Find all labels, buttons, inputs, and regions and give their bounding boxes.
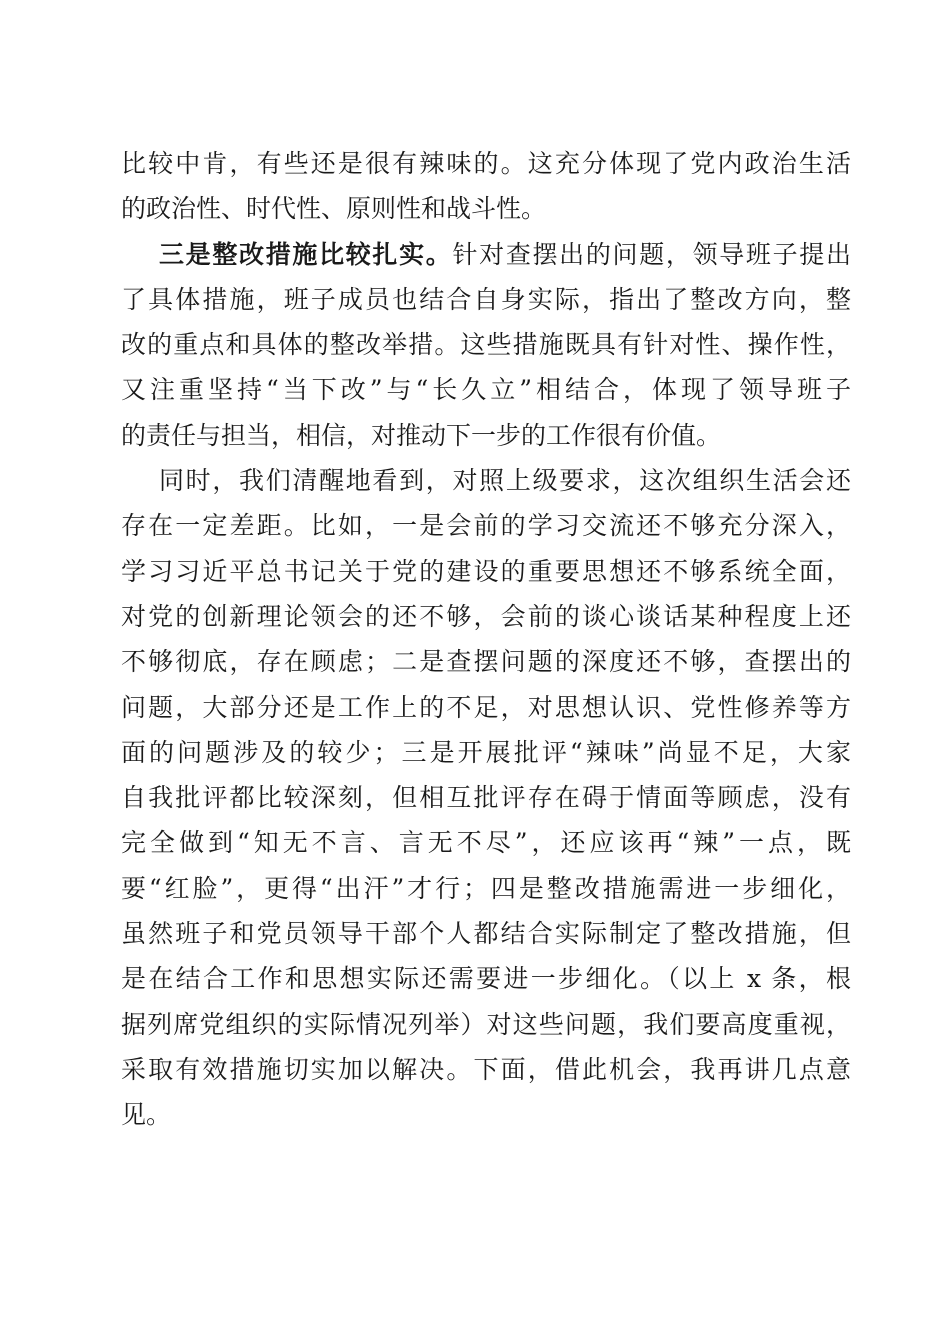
paragraph-2-lead-heading: 三是整改措施比较扎实。 <box>159 239 453 269</box>
paragraph-3-line-14: 采取有效措施切实加以解决。下面，借此机会，我再讲几点意 <box>121 1054 851 1084</box>
paragraph-2-line-2: 了具体措施，班子成员也结合自身实际，指出了整改方向，整 <box>121 284 851 314</box>
paragraph-3-line-6: 问题，大部分还是工作上的不足，对思想认识、党性修养等方 <box>121 692 851 722</box>
paragraph-2-lead-text: 针对查摆出的问题，领导班子提出 <box>452 239 851 269</box>
paragraph-1-line-1: 比较中肯，有些还是很有辣味的。这充分体现了党内政治生活 <box>121 149 851 178</box>
paragraph-3-line-7: 面的问题涉及的较少；三是开展批评“辣味”尚显不足，大家 <box>121 737 851 767</box>
document-body <box>121 141 851 1138</box>
paragraph-3-line-4: 对党的创新理论领会的还不够，会前的谈心谈话某种程度上还 <box>121 601 851 631</box>
paragraph-3-line-1: 同时，我们清醒地看到，对照上级要求，这次组织生活会还 <box>159 466 851 496</box>
paragraph-3-line-5: 不够彻底，存在顾虑；二是查摆问题的深度还不够，查摆出的 <box>121 647 851 677</box>
paragraph-3-line-2: 存在一定差距。比如，一是会前的学习交流还不够充分深入， <box>121 511 851 541</box>
paragraph-2-line-5: 的责任与担当，相信，对推动下一步的工作很有价值。 <box>121 420 722 450</box>
paragraph-3-line-3: 学习习近平总书记关于党的建设的重要思想还不够系统全面， <box>121 556 851 586</box>
paragraph-2-line-1 <box>121 232 851 277</box>
paragraph-3-line-11: 虽然班子和党员领导干部个人都结合实际制定了整改措施，但 <box>121 919 851 949</box>
paragraph-3-line-10: 要“红脸”，更得“出汗”才行；四是整改措施需进一步细化， <box>121 873 851 903</box>
paragraph-2-line-4: 又注重坚持“当下改”与“长久立”相结合，体现了领导班子 <box>121 375 851 405</box>
paragraph-2-line-3: 改的重点和具体的整改举措。这些措施既具有针对性、操作性， <box>121 330 851 360</box>
paragraph-3-line-15: 见。 <box>121 1100 172 1130</box>
paragraph-3-line-13: 据列席党组织的实际情况列举）对这些问题，我们要高度重视， <box>121 1009 851 1039</box>
paragraph-3-line-9: 完全做到“知无不言、言无不尽”，还应该再“辣”一点，既 <box>121 828 851 858</box>
paragraph-3-line-8: 自我批评都比较深刻，但相互批评存在碍于情面等顾虑，没有 <box>121 783 851 813</box>
paragraph-3-line-12: 是在结合工作和思想实际还需要进一步细化。（以上 x 条，根 <box>121 964 851 994</box>
paragraph-1-line-2: 的政治性、时代性、原则性和战斗性。 <box>121 194 547 224</box>
